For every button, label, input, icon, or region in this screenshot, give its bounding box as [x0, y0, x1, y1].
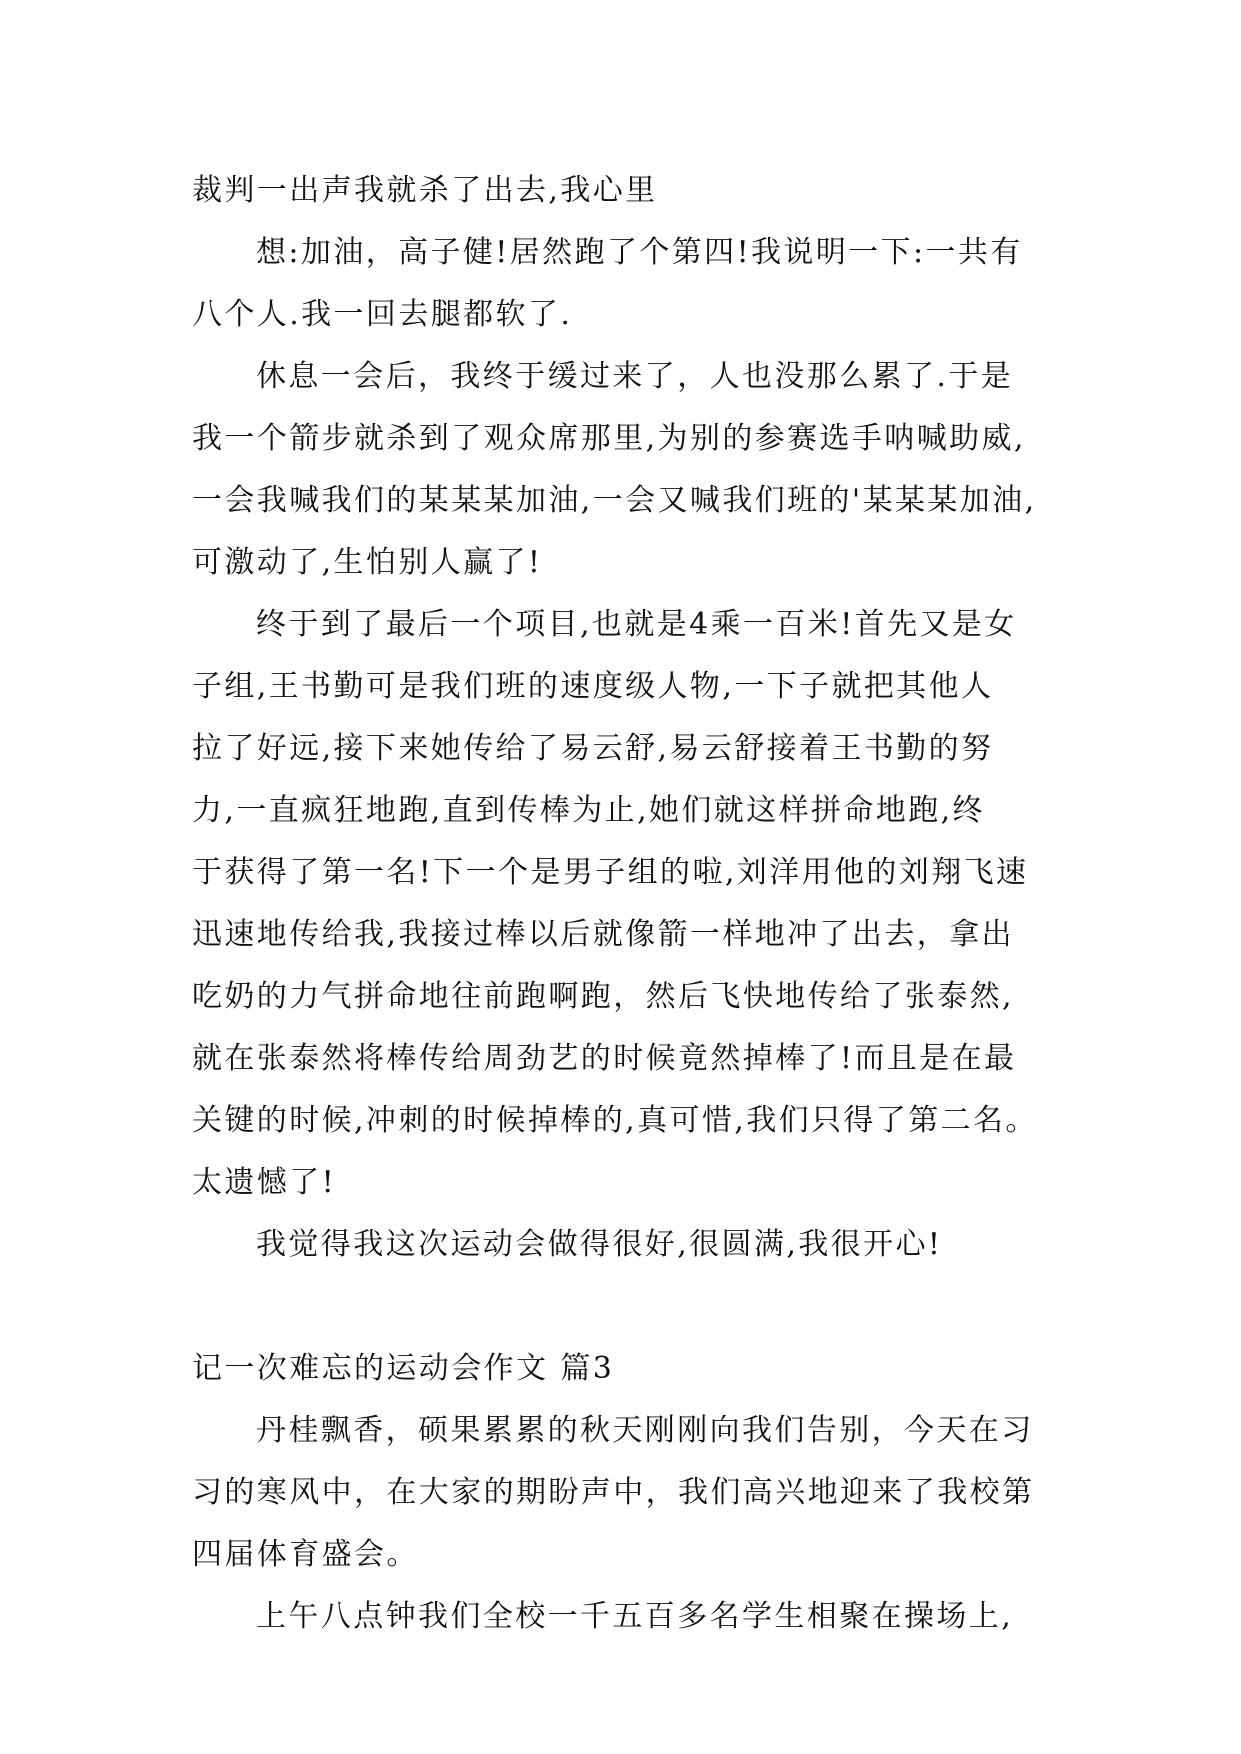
paragraph-first-line: 丹桂飘香，硕果累累的秋天刚刚向我们告别，今天在习: [256, 1413, 1034, 1448]
text-line: 八个人.我一回去腿都软了.: [192, 297, 573, 332]
text-line: 子组,王书勤可是我们班的速度级人物,一下子就把其他人: [192, 669, 994, 704]
section-heading: 记一次难忘的运动会作文 篇3: [192, 1351, 615, 1386]
text-line: 习的寒风中，在大家的期盼声中，我们高兴地迎来了我校第: [192, 1475, 1035, 1510]
text-line: 一会我喊我们的某某某加油,一会又喊我们班的'某某某加油,: [192, 483, 1037, 518]
paragraph-first-line: 终于到了最后一个项目,也就是4乘一百米!首先又是女: [256, 607, 1017, 642]
text-line: 关键的时候,冲刺的时候掉棒的,真可惜,我们只得了第二名。: [192, 1103, 1038, 1138]
text-line: 力,一直疯狂地跑,直到传棒为止,她们就这样拼命地跑,终: [192, 793, 985, 828]
paragraph-first-line: 我觉得我这次运动会做得很好,很圆满,我很开心!: [256, 1227, 943, 1262]
text-line: 裁判一出声我就杀了出去,我心里: [192, 173, 658, 208]
section-spacer: [192, 1276, 1064, 1338]
text-line: 就在张泰然将棒传给周劲艺的时候竟然掉棒了!而且是在最: [192, 1041, 1017, 1076]
text-line: 拉了好远,接下来她传给了易云舒,易云舒接着王书勤的努: [192, 731, 994, 766]
text-line: 可激动了,生怕别人赢了!: [192, 545, 543, 580]
paragraph-first-line: 休息一会后，我终于缓过来了，人也没那么累了.于是: [256, 359, 1014, 394]
text-line: 迅速地传给我,我接过棒以后就像箭一样地冲了出去，拿出: [192, 917, 1014, 952]
text-line: 我一个箭步就杀到了观众席那里,为别的参赛选手呐喊助威,: [192, 421, 1026, 456]
paragraph-first-line: 上午八点钟我们全校一千五百多名学生相聚在操场上,: [256, 1599, 1014, 1634]
text-line: 太遗憾了!: [192, 1165, 337, 1200]
text-line: 吃奶的力气拼命地往前跑啊跑，然后飞快地传给了张泰然,: [192, 979, 1014, 1014]
document-page: [192, 160, 1064, 1648]
text-line: 四届体育盛会。: [192, 1537, 419, 1572]
text-line: 于获得了第一名!下一个是男子组的啦,刘洋用他的刘翔飞速: [192, 855, 1029, 890]
paragraph-first-line: 想:加油，高子健!居然跑了个第四!我说明一下:一共有: [256, 235, 1023, 270]
